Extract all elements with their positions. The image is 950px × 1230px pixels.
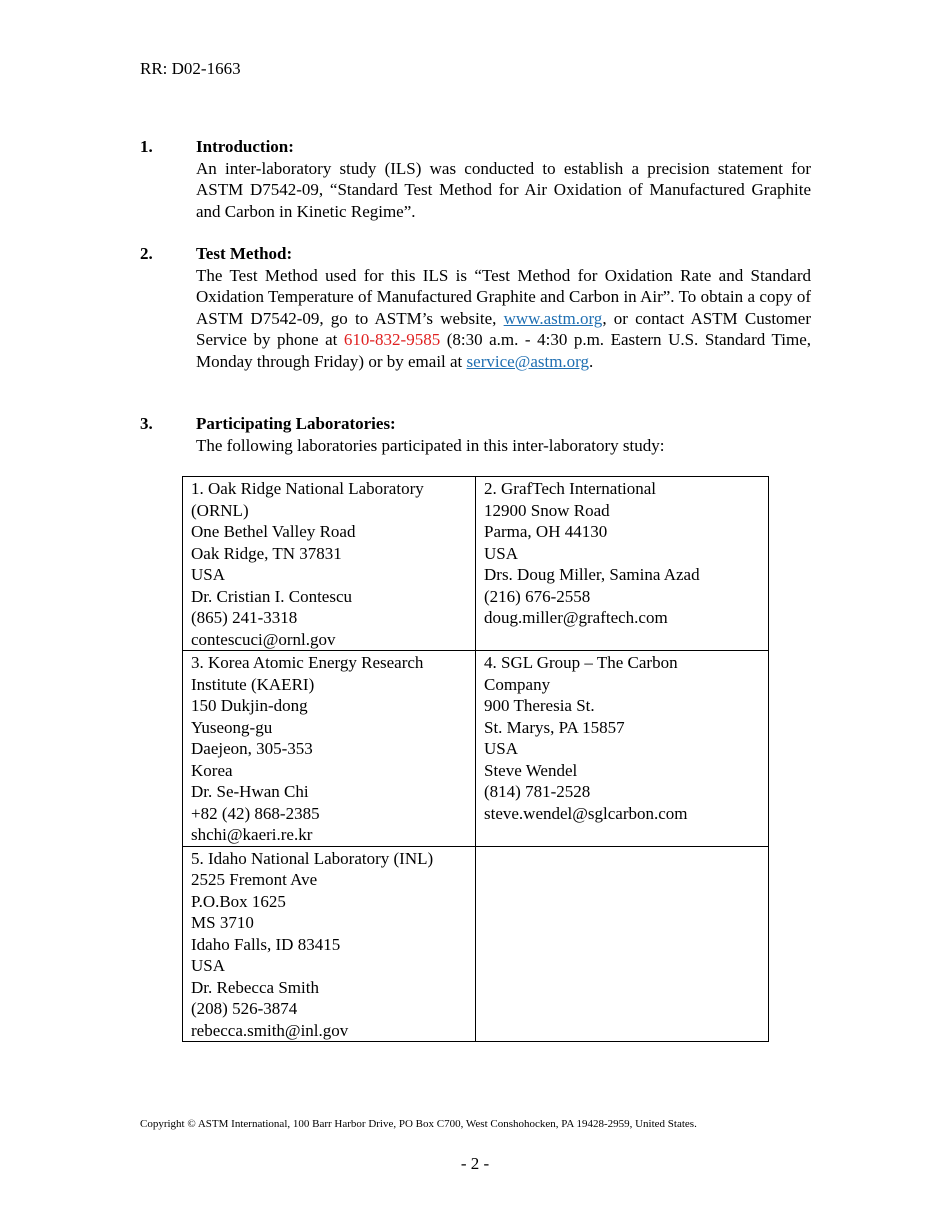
report-id: RR: D02-1663 [140, 59, 241, 78]
lab-line: Daejeon, 305-353 [191, 739, 313, 758]
lab-line: Idaho Falls, ID 83415 [191, 934, 341, 954]
section-text: The following laboratories participated in this inter-laboratory study: [196, 435, 665, 455]
table-row [183, 846, 769, 1042]
text-part: The Test Method used for this ILS is “Test Method for Oxidation Rate and Standard Oxidation Temperature of Manufactured Graphite and Carbon in Air”. To obtain a copy of ASTM D7542-09, go to ASTM’s website, [196, 265, 811, 328]
section-text: An inter-laboratory study (ILS) was conducted to establish a precision statement for ASTM D7542-09, “Standard Test Method for Air Oxidation of Manufactured Graphite and Carbon in Kinetic Regime”. [196, 158, 811, 221]
lab-line: 3. Korea Atomic Energy Research [191, 653, 424, 672]
section-participating-laboratories [140, 413, 811, 456]
lab-line: 2. GrafTech International [484, 479, 657, 498]
lab-line: 12900 Snow Road [484, 500, 610, 520]
text-part: (8:30 a.m. - 4:30 p.m. Eastern U.S. Standard Time, Monday through Friday) or by email at [196, 330, 811, 371]
text-part: . [589, 351, 594, 371]
section-number: 3. [140, 414, 153, 433]
lab-line: 2525 Fremont Ave [191, 870, 318, 889]
section-number: 2. [140, 244, 153, 263]
lab-line: USA [484, 739, 519, 758]
empty-cell [476, 846, 769, 1042]
text-part: , or contact ASTM Customer Service by phone at [196, 308, 811, 349]
section-title: Test Method: [196, 244, 293, 263]
lab-line: steve.wendel@sglcarbon.com [484, 803, 688, 823]
section-title: Participating Laboratories: [196, 414, 396, 433]
table-row [183, 477, 769, 651]
lab-line: Dr. Cristian I. Contescu [191, 586, 353, 606]
lab-cell [183, 651, 476, 847]
lab-line: MS 3710 [191, 913, 254, 932]
lab-line: Oak Ridge, TN 37831 [191, 543, 342, 563]
lab-cell [476, 651, 769, 847]
lab-line: (865) 241-3318 [191, 608, 298, 627]
section-text [196, 265, 811, 373]
lab-line: St. Marys, PA 15857 [484, 717, 625, 737]
section-title: Introduction: [196, 137, 294, 156]
phone-number: 610-832-9585 [343, 330, 441, 349]
lab-line: Steve Wendel [484, 760, 578, 780]
copyright-notice: Copyright © ASTM International, 100 Barr Harbor Drive, PO Box C700, West Conshohocken, PA 19428-2959, United States. [140, 1118, 697, 1130]
lab-line: USA [191, 565, 226, 584]
lab-line: (216) 676-2558 [484, 586, 591, 606]
lab-line: 5. Idaho National Laboratory (INL) [191, 848, 434, 868]
lab-line: USA [191, 956, 226, 975]
lab-line: doug.miller@graftech.com [484, 608, 668, 627]
lab-line: (208) 526-3874 [191, 999, 298, 1018]
lab-line: Drs. Doug Miller, Samina Azad [484, 565, 700, 584]
lab-line: P.O.Box 1625 [191, 891, 286, 911]
lab-line: 150 Dukjin-dong [191, 696, 308, 715]
lab-line: Korea [191, 760, 233, 780]
lab-line: USA [484, 543, 519, 563]
lab-line: Institute (KAERI) [191, 674, 315, 694]
website-link[interactable]: www.astm.org [503, 308, 603, 328]
lab-cell [476, 477, 769, 651]
lab-cell [183, 846, 476, 1042]
section-test-method [140, 243, 811, 372]
lab-line: One Bethel Valley Road [191, 522, 356, 541]
lab-line: Yuseong-gu [191, 717, 273, 737]
lab-line: (ORNL) [191, 500, 249, 520]
lab-cell [183, 477, 476, 651]
lab-line: contescuci@ornl.gov [191, 629, 336, 649]
lab-line: Company [484, 674, 551, 694]
lab-line: 900 Theresia St. [484, 696, 595, 715]
lab-line: rebecca.smith@inl.gov [191, 1020, 349, 1040]
lab-line: (814) 781-2528 [484, 782, 591, 801]
laboratories-table [182, 476, 769, 1042]
lab-line: Dr. Rebecca Smith [191, 977, 319, 997]
lab-line: 1. Oak Ridge National Laboratory [191, 479, 424, 498]
lab-line: Parma, OH 44130 [484, 522, 608, 541]
lab-line: +82 (42) 868-2385 [191, 803, 320, 823]
email-link[interactable]: service@astm.org [466, 351, 590, 371]
section-introduction [140, 136, 811, 222]
lab-line: shchi@kaeri.re.kr [191, 825, 313, 844]
section-number: 1. [140, 137, 153, 156]
table-row [183, 651, 769, 847]
lab-line: Dr. Se-Hwan Chi [191, 782, 309, 801]
lab-line: 4. SGL Group – The Carbon [484, 653, 678, 672]
page-number: - 2 - [460, 1154, 490, 1173]
